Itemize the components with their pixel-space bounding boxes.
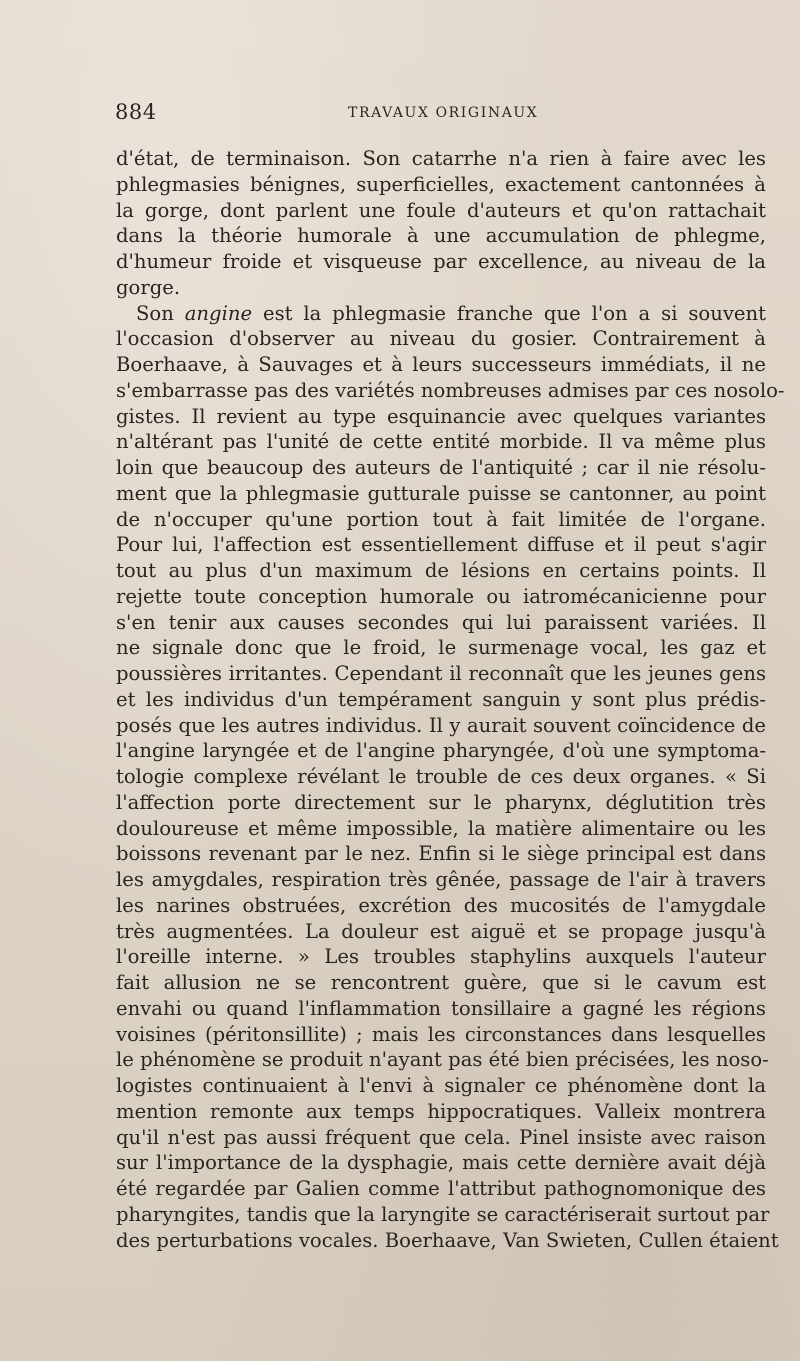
text-line: sur l'importance de la dysphagie, mais cette dernière avait déjà — [116, 1151, 766, 1175]
text-line: pharyngites, tandis que la laryngite se caractériserait surtout par — [116, 1202, 770, 1226]
text-line: de n'occuper qu'une portion tout à fait limitée de l'organe. — [116, 507, 766, 531]
paragraph-start-line — [116, 301, 766, 327]
text-line: et les individus d'un tempérament sanguin y sont plus prédis- — [116, 687, 766, 711]
text-line: ne signale donc que le froid, le surmenage vocal, les gaz et — [116, 636, 766, 660]
text-line: ment que la phlegmasie gutturale puisse se cantonner, au point — [116, 481, 766, 505]
text-line: les narines obstruées, excrétion des mucosités de l'amygdale — [116, 893, 766, 917]
text-line: posés que les autres individus. Il y aurait souvent coïncidence de — [116, 713, 766, 737]
body-text — [116, 146, 785, 1253]
text-line: rejette toute conception humorale ou iatromécanicienne pour — [116, 584, 766, 608]
text-line: l'angine laryngée et de l'angine pharyngée, d'où une symptoma- — [116, 739, 766, 763]
text-line: logistes continuaient à l'envi à signaler ce phénomène dont la — [116, 1074, 766, 1097]
text-line: gorge. — [116, 275, 181, 299]
text-line: d'humeur froide et visqueuse par excellence, au niveau de la — [116, 250, 766, 273]
text-line: Pour lui, l'affection est essentiellement diffuse et il peut s'agir — [116, 533, 766, 557]
text-line: n'altérant pas l'unité de cette entité morbide. Il va même plus — [116, 430, 766, 454]
text-line: des perturbations vocales. Boerhaave, Van Swieten, Cullen étaient — [116, 1228, 779, 1252]
text-line: s'en tenir aux causes secondes qui lui paraissent variées. Il — [116, 610, 766, 634]
text-line: l'occasion d'observer au niveau du gosier. Contrairement à — [116, 327, 766, 351]
page-number: 884 — [115, 100, 157, 124]
text-line: été regardée par Galien comme l'attribut pathognomonique des — [116, 1177, 766, 1200]
text-line: envahi ou quand l'inflammation tonsillaire a gagné les régions — [116, 996, 766, 1020]
text-line: Boerhaave, à Sauvages et à leurs successeurs immédiats, il ne — [116, 353, 766, 376]
text-line: tologie complexe révélant le trouble de ces deux organes. « Si — [116, 765, 766, 788]
text-line: d'état, de terminaison. Son catarrhe n'a rien à faire avec les — [116, 147, 766, 170]
text-fragment: Son — [136, 301, 185, 325]
page-header — [115, 100, 765, 130]
text-line: boissons revenant par le nez. Enfin si le siège principal est dans — [116, 842, 766, 866]
text-line: tout au plus d'un maximum de lésions en certains points. Il — [116, 559, 766, 582]
text-line: douloureuse et même impossible, la matière alimentaire ou les — [116, 816, 766, 840]
text-line: l'affection porte directement sur le pharynx, déglutition très — [116, 790, 766, 814]
text-line: mention remonte aux temps hippocratiques. Valleix montrera — [116, 1099, 766, 1123]
text-line: très augmentées. La douleur est aiguë et se propage jusqu'à — [116, 919, 766, 943]
text-line: la gorge, dont parlent une foule d'auteurs et qu'on rattachait — [116, 198, 766, 222]
text-line: phlegmasies bénignes, superficielles, exactement cantonnées à — [116, 172, 766, 196]
text-line: le phénomène se produit n'ayant pas été bien précisées, les noso- — [116, 1048, 769, 1072]
text-line: gistes. Il revient au type esquinancie avec quelques variantes — [116, 404, 766, 428]
text-line: voisines (péritonsillite) ; mais les circonstances dans lesquelles — [116, 1022, 766, 1046]
text-line: les amygdales, respiration très gênée, passage de l'air à travers — [116, 868, 766, 891]
text-line: poussières irritantes. Cependant il reconnaît que les jeunes gens — [116, 662, 766, 685]
text-line: qu'il n'est pas aussi fréquent que cela. Pinel insiste avec raison — [116, 1125, 766, 1149]
text-line: s'embarrasse pas des variétés nombreuses admises par ces nosolo- — [116, 378, 785, 402]
text-line: dans la théorie humorale à une accumulation de phlegme, — [116, 224, 766, 248]
text-line: l'oreille interne. » Les troubles staphylins auxquels l'auteur — [116, 945, 766, 969]
running-title: TRAVAUX ORIGINAUX — [348, 105, 539, 121]
text-fragment: est la phlegmasie franche que l'on a si souvent — [252, 301, 766, 325]
text-line: fait allusion ne se rencontrent guère, que si le cavum est — [116, 971, 766, 994]
italic-term: angine — [184, 301, 253, 325]
text-line: loin que beaucoup des auteurs de l'antiquité ; car il nie résolu- — [116, 456, 766, 479]
